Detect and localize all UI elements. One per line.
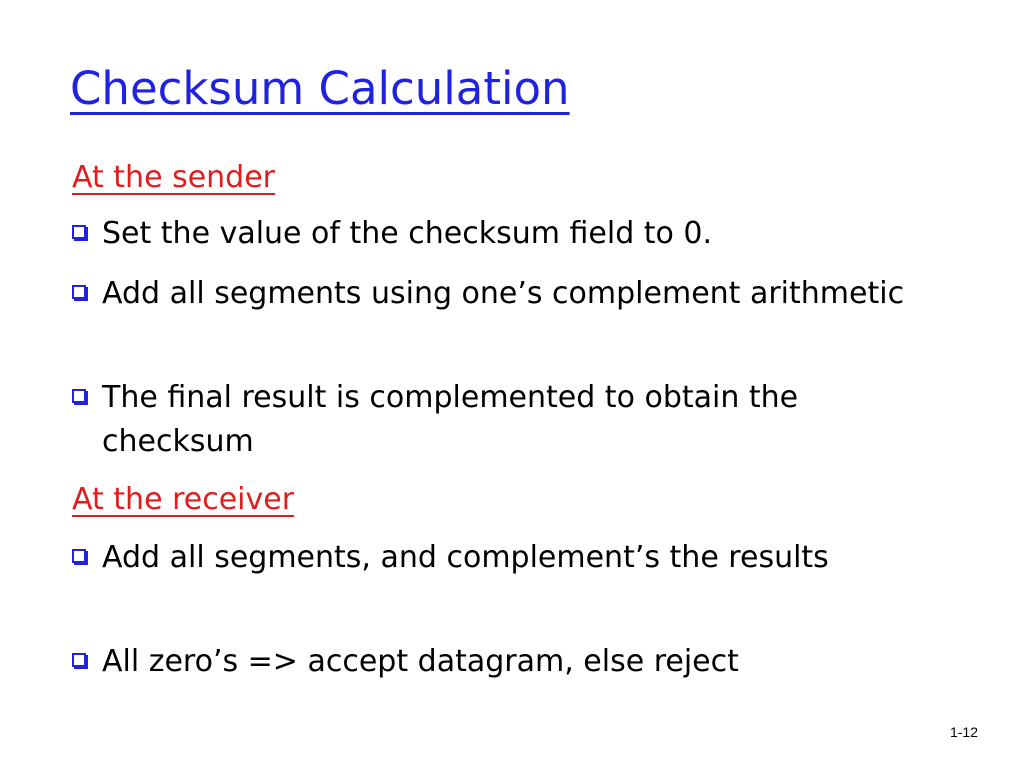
receiver-bullet-1-text: Add all segments, and complement’s the results bbox=[102, 540, 829, 575]
sender-bullet-2 bbox=[72, 272, 932, 316]
receiver-bullet-2-text: All zero’s => accept datagram, else reject bbox=[102, 644, 739, 679]
page-number: 1-12 bbox=[949, 724, 978, 740]
slide-title: Checksum Calculation bbox=[70, 62, 570, 115]
hollow-square-icon bbox=[72, 285, 86, 299]
sender-bullet-3-text: The final result is complemented to obtain the checksum bbox=[102, 380, 799, 459]
sender-heading: At the sender bbox=[72, 160, 275, 195]
receiver-bullet-1 bbox=[72, 536, 932, 580]
sender-bullet-3 bbox=[72, 376, 932, 464]
sender-bullet-1 bbox=[72, 212, 932, 256]
receiver-bullet-2 bbox=[72, 640, 932, 684]
sender-bullet-1-text: Set the value of the checksum field to 0. bbox=[102, 216, 713, 251]
receiver-heading: At the receiver bbox=[72, 482, 295, 517]
sender-bullet-2-text: Add all segments using one’s complement arithmetic bbox=[102, 276, 905, 311]
hollow-square-icon bbox=[72, 225, 86, 239]
hollow-square-icon bbox=[72, 389, 86, 403]
hollow-square-icon bbox=[72, 653, 86, 667]
hollow-square-icon bbox=[72, 549, 86, 563]
